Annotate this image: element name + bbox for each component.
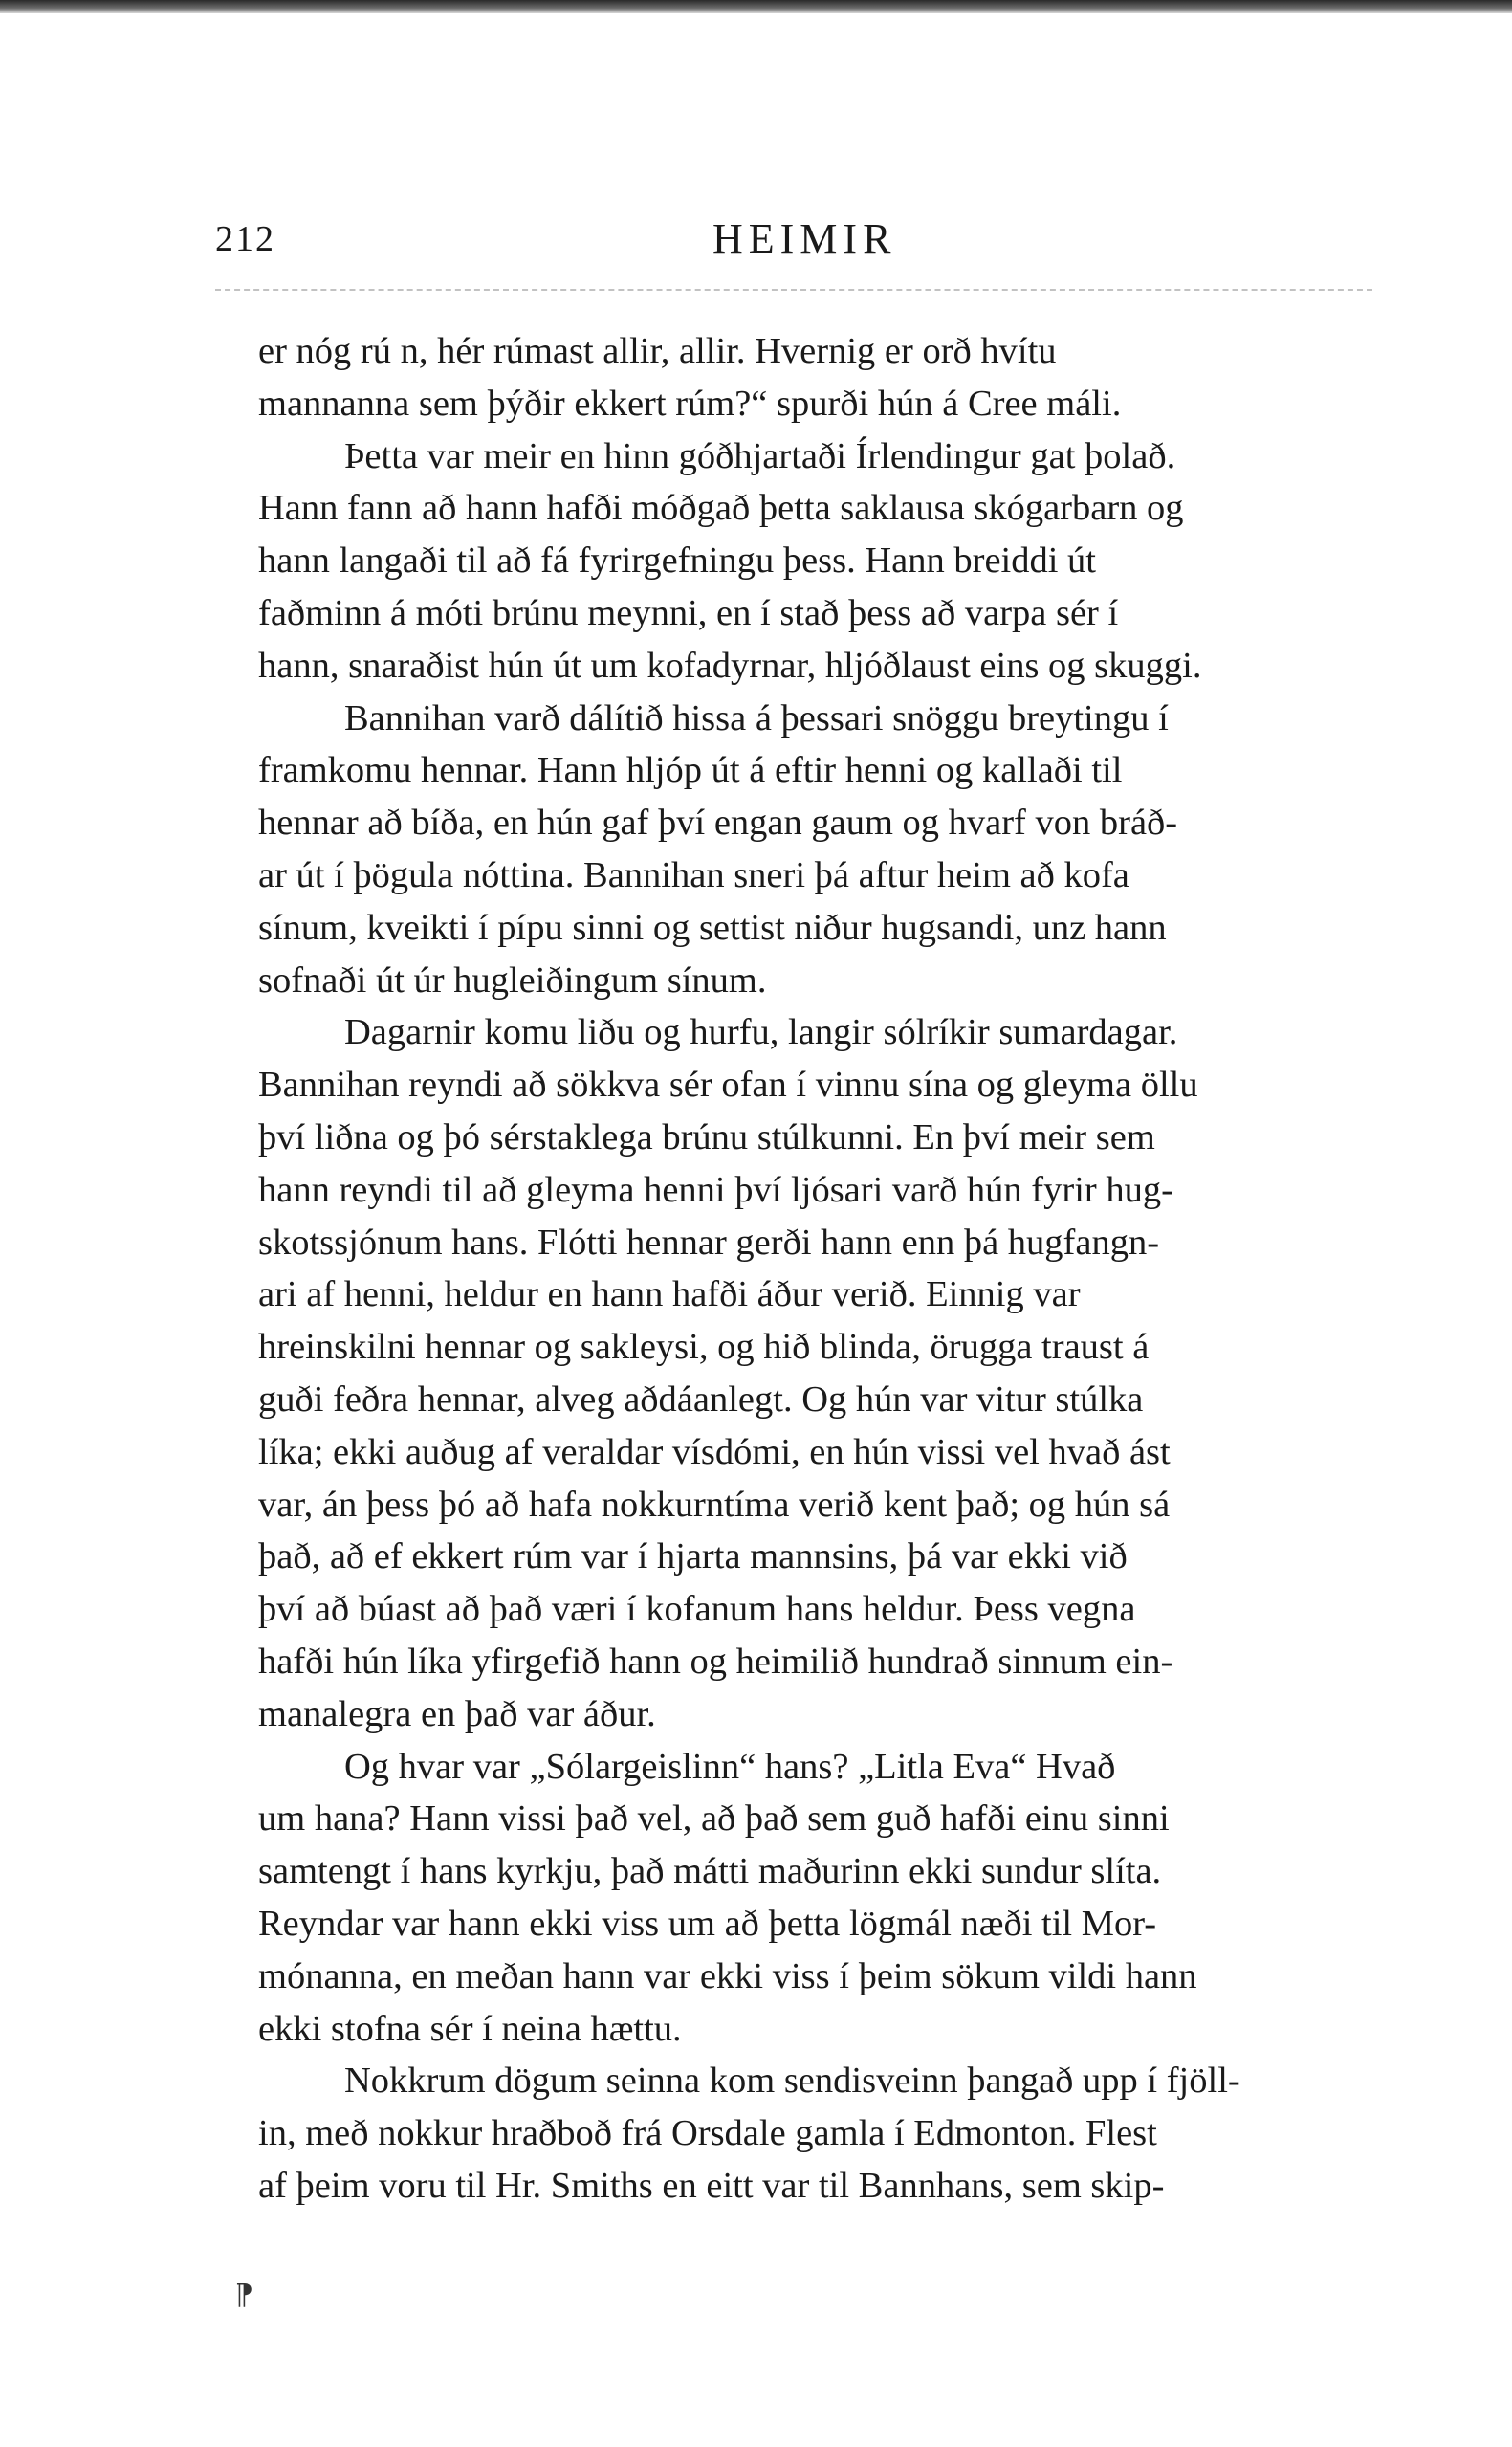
text-line: skotssjónum hans. Flótti hennar gerði hann enn þá hugfangn-: [258, 1222, 1160, 1263]
scan-edge: [0, 0, 1512, 13]
text-line: in, með nokkur hraðboð frá Orsdale gamla í Edmonton. Flest: [258, 2113, 1157, 2154]
text-line: ekki stofna sér í neina hættu.: [258, 2008, 682, 2049]
running-title: HEIMIR: [712, 215, 897, 262]
page-header: [215, 215, 1372, 276]
text-line: guði feðra hennar, alveg aðdáanlegt. Og hún var vitur stúlka: [258, 1378, 1144, 1420]
text-line: er nóg rú n, hér rúmast allir, allir. Hvernig er orð hvítu: [258, 331, 1057, 371]
text-line: mannanna sem þýðir ekkert rúm?“ spurði hún á Cree máli.: [258, 383, 1122, 424]
text-line: manalegra en það var áður.: [258, 1693, 656, 1734]
paragraph-start-line: Bannihan varð dálítið hissa á þessari snöggu breytingu í: [344, 697, 1169, 739]
text-line: hann langaði til að fá fyrirgefningu þess. Hann breiddi út: [258, 540, 1097, 582]
text-line: hennar að bíða, en hún gaf því engan gaum og hvarf von bráð-: [258, 803, 1178, 844]
text-line: því að búast að það væri í kofanum hans heldur. Þess vegna: [258, 1589, 1136, 1630]
text-line: um hana? Hann vissi það vel, að það sem guð hafði einu sinni: [258, 1798, 1170, 1840]
text-line: hann reyndi til að gleyma henni því ljósari varð hún fyrir hug-: [258, 1169, 1173, 1210]
text-line: var, án þess þó að hafa nokkurntíma verið kent það; og hún sá: [258, 1484, 1171, 1525]
text-line: Hann fann að hann hafði móðgað þetta saklausa skógarbarn og: [258, 488, 1184, 529]
footer-mark: ⁋: [235, 2280, 254, 2311]
text-line: hann, snaraðist hún út um kofadyrnar, hljóðlaust eins og skuggi.: [258, 645, 1202, 686]
paragraph-start-line: Dagarnir komu liðu og hurfu, langir sólríkir sumardagar.: [344, 1012, 1178, 1053]
paragraph-start-line: Nokkrum dögum seinna kom sendisveinn þangað upp í fjöll-: [344, 2061, 1240, 2102]
text-line: sofnaði út úr hugleiðingum sínum.: [258, 959, 767, 1001]
text-line: faðminn á móti brúnu meynni, en í stað þess að varpa sér í: [258, 592, 1119, 633]
text-line: hreinskilni hennar og sakleysi, og hið blinda, örugga traust á: [258, 1327, 1150, 1368]
text-line: líka; ekki auðug af veraldar vísdómi, en hún vissi vel hvað ást: [258, 1431, 1171, 1472]
text-line: af þeim voru til Hr. Smiths en eitt var til Bannhans, sem skip-: [258, 2165, 1165, 2206]
text-line: mónanna, en meðan hann var ekki viss í þeim sökum vildi hann: [258, 1955, 1197, 1996]
page-body: [258, 325, 1387, 2213]
text-line: ar út í þögula nóttina. Bannihan sneri þá aftur heim að kofa: [258, 854, 1129, 895]
paragraph-start-line: Þetta var meir en hinn góðhjartaði Írlendingur gat þolað.: [344, 435, 1176, 476]
text-line: samtengt í hans kyrkju, það mátti maðurinn ekki sundur slíta.: [258, 1851, 1162, 1892]
text-line: það, að ef ekkert rúm var í hjarta mannsins, þá var ekki við: [258, 1536, 1128, 1577]
paragraph-start-line: Og hvar var „Sólargeislinn“ hans? „Litla Eva“ Hvað: [344, 1746, 1116, 1787]
page-number: 212: [215, 219, 275, 259]
text-line: ari af henni, heldur en hann hafði áður verið. Einnig var: [258, 1274, 1081, 1315]
text-line: Bannihan reyndi að sökkva sér ofan í vinnu sína og gleyma öllu: [258, 1065, 1198, 1106]
text-line: framkomu hennar. Hann hljóp út á eftir henni og kallaði til: [258, 750, 1123, 791]
text-line: Reyndar var hann ekki viss um að þetta lögmál næði til Mor-: [258, 1903, 1157, 1944]
text-line: því liðna og þó sérstaklega brúnu stúlkunni. En því meir sem: [258, 1116, 1155, 1157]
text-line: hafði hún líka yfirgefið hann og heimilið hundrað sinnum ein-: [258, 1641, 1173, 1682]
text-line: sínum, kveikti í pípu sinni og settist niður hugsandi, unz hann: [258, 907, 1167, 948]
header-rule: [215, 289, 1372, 291]
